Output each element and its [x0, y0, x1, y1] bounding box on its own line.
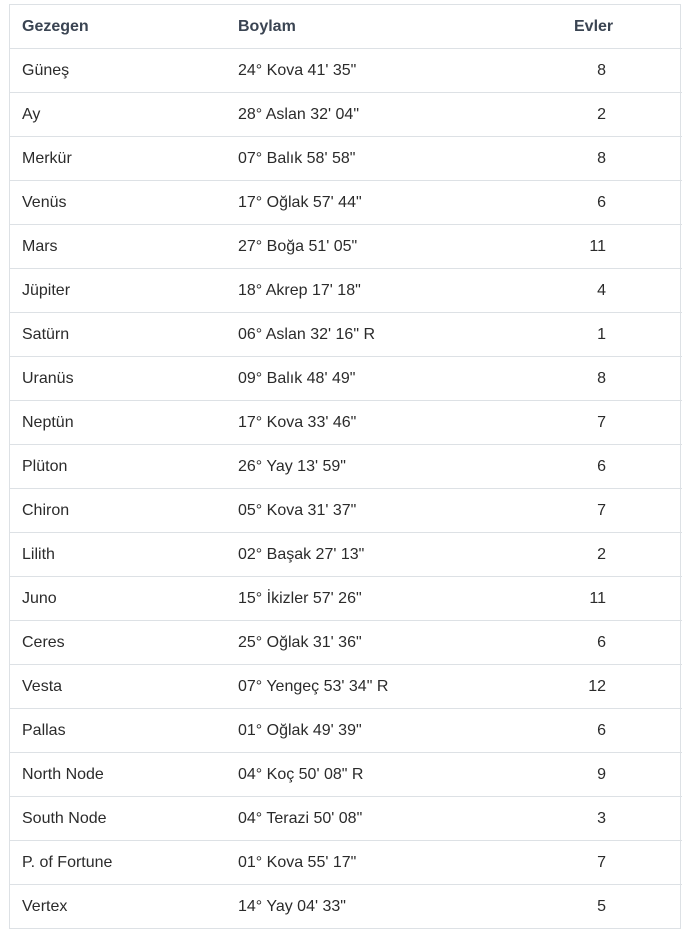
table-row	[10, 357, 682, 401]
planet-name-cell: Juno	[10, 577, 226, 621]
house-cell: 1	[544, 313, 682, 357]
longitude-cell: 04° Koç 50' 08" R	[226, 753, 544, 797]
longitude-cell: 07° Balık 58' 58"	[226, 137, 544, 181]
longitude-cell: 07° Yengeç 53' 34" R	[226, 665, 544, 709]
house-cell: 12	[544, 665, 682, 709]
house-cell: 3	[544, 797, 682, 841]
longitude-cell: 15° İkizler 57' 26"	[226, 577, 544, 621]
longitude-cell: 05° Kova 31' 37"	[226, 489, 544, 533]
house-cell: 9	[544, 753, 682, 797]
table-row	[10, 313, 682, 357]
house-cell: 11	[544, 577, 682, 621]
table-row	[10, 93, 682, 137]
planet-name-cell: Merkür	[10, 137, 226, 181]
planets-table-container	[9, 4, 681, 929]
table-row	[10, 269, 682, 313]
longitude-cell: 26° Yay 13' 59"	[226, 445, 544, 489]
house-cell: 6	[544, 445, 682, 489]
longitude-cell: 17° Kova 33' 46"	[226, 401, 544, 445]
table-row	[10, 709, 682, 753]
house-cell: 2	[544, 533, 682, 577]
table-row	[10, 885, 682, 929]
longitude-cell: 01° Kova 55' 17"	[226, 841, 544, 885]
header-longitude: Boylam	[226, 5, 544, 49]
longitude-cell: 17° Oğlak 57' 44"	[226, 181, 544, 225]
house-cell: 2	[544, 93, 682, 137]
planet-name-cell: Vesta	[10, 665, 226, 709]
house-cell: 11	[544, 225, 682, 269]
table-row	[10, 445, 682, 489]
longitude-cell: 04° Terazi 50' 08"	[226, 797, 544, 841]
house-cell: 8	[544, 49, 682, 93]
table-row	[10, 665, 682, 709]
planet-name-cell: Lilith	[10, 533, 226, 577]
house-cell: 4	[544, 269, 682, 313]
planet-name-cell: P. of Fortune	[10, 841, 226, 885]
table-row	[10, 401, 682, 445]
longitude-cell: 28° Aslan 32' 04"	[226, 93, 544, 137]
longitude-cell: 06° Aslan 32' 16" R	[226, 313, 544, 357]
header-row	[10, 5, 682, 49]
longitude-cell: 24° Kova 41' 35"	[226, 49, 544, 93]
table-row	[10, 49, 682, 93]
longitude-cell: 02° Başak 27' 13"	[226, 533, 544, 577]
table-row	[10, 225, 682, 269]
planet-name-cell: Mars	[10, 225, 226, 269]
table-row	[10, 489, 682, 533]
house-cell: 6	[544, 709, 682, 753]
planet-name-cell: Güneş	[10, 49, 226, 93]
table-body	[10, 49, 682, 929]
longitude-cell: 18° Akrep 17' 18"	[226, 269, 544, 313]
table-header	[10, 5, 682, 49]
planets-table	[10, 5, 682, 928]
planet-name-cell: Pallas	[10, 709, 226, 753]
house-cell: 6	[544, 181, 682, 225]
header-houses: Evler	[544, 5, 682, 49]
longitude-cell: 01° Oğlak 49' 39"	[226, 709, 544, 753]
table-row	[10, 621, 682, 665]
table-row	[10, 841, 682, 885]
house-cell: 7	[544, 489, 682, 533]
longitude-cell: 09° Balık 48' 49"	[226, 357, 544, 401]
table-row	[10, 533, 682, 577]
planet-name-cell: Ceres	[10, 621, 226, 665]
planet-name-cell: South Node	[10, 797, 226, 841]
house-cell: 7	[544, 841, 682, 885]
longitude-cell: 14° Yay 04' 33"	[238, 897, 346, 915]
header-planet: Gezegen	[10, 5, 226, 49]
house-cell: 8	[544, 137, 682, 181]
planet-name-cell: Uranüs	[10, 357, 226, 401]
planet-name-cell: Venüs	[10, 181, 226, 225]
planet-name-cell: Ay	[10, 93, 226, 137]
house-cell: 6	[544, 621, 682, 665]
table-row	[10, 577, 682, 621]
planet-name-cell: Vertex	[22, 897, 68, 915]
table-row	[10, 753, 682, 797]
longitude-cell: 25° Oğlak 31' 36"	[226, 621, 544, 665]
planet-name-cell: Chiron	[10, 489, 226, 533]
table-row	[10, 797, 682, 841]
house-cell: 8	[544, 357, 682, 401]
planet-name-cell: Satürn	[10, 313, 226, 357]
planet-name-cell: North Node	[10, 753, 226, 797]
planet-name-cell: Neptün	[10, 401, 226, 445]
longitude-cell: 27° Boğa 51' 05"	[226, 225, 544, 269]
house-cell: 7	[544, 401, 682, 445]
planet-name-cell: Jüpiter	[10, 269, 226, 313]
table-row	[10, 137, 682, 181]
table-row	[10, 181, 682, 225]
planet-name-cell: Plüton	[10, 445, 226, 489]
house-cell: 5	[597, 897, 606, 915]
